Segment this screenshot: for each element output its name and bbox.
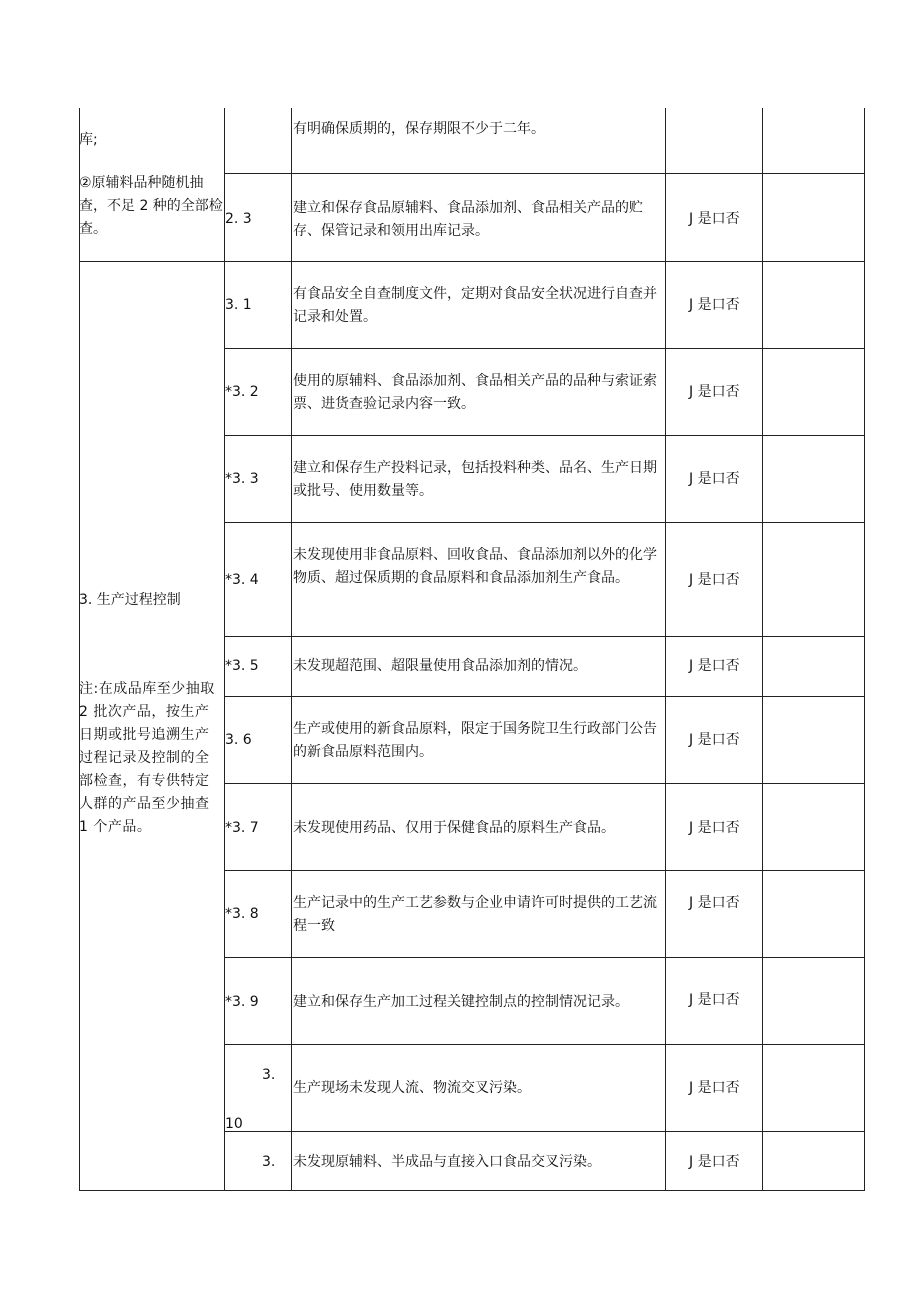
rule-row xyxy=(224,870,865,871)
rule-section-top xyxy=(79,261,865,262)
row-content: 未发现使用非食品原料、回收食品、食品添加剂以外的化学物质、超过保质期的食品原料和食品添加剂生产食品。 xyxy=(293,547,657,586)
row-result: J 是口否 xyxy=(689,732,740,748)
row-content: 有明确保质期的，保存期限不少于二年。 xyxy=(293,121,545,137)
row-code: *3. 8 xyxy=(225,906,259,922)
row-code: 3. xyxy=(262,1154,276,1170)
row-result: J 是口否 xyxy=(689,384,740,400)
row-content: 有食品安全自查制度文件，定期对食品安全状况进行自查并记录和处置。 xyxy=(293,286,657,325)
row-result: J 是口否 xyxy=(689,471,740,487)
rule-row-top-2-3 xyxy=(224,173,865,174)
row-result: J 是口否 xyxy=(689,572,740,588)
section-title: 3. 生产过程控制 xyxy=(79,592,181,608)
rule-row xyxy=(224,783,865,784)
rule-row xyxy=(224,1131,865,1132)
rule-col-1 xyxy=(224,108,225,1191)
rule-col-3 xyxy=(665,108,666,1191)
section-note: 注:在成品库至少抽取 2 批次产品，按生产日期或批号追溯生产过程记录及控制的全部检查，有专供特定人群的产品至少抽查 1 个产品。 xyxy=(79,681,215,835)
row-result: J 是口否 xyxy=(689,658,740,674)
row-content: 建立和保存生产投料记录，包括投料种类、品名、生产日期或批号、使用数量等。 xyxy=(293,460,657,499)
row-content: 建立和保存生产加工过程关键控制点的控制情况记录。 xyxy=(293,994,629,1010)
row-result: J 是口否 xyxy=(689,820,740,836)
row-code-part-b: 10 xyxy=(225,1116,243,1132)
rule-bottom xyxy=(79,1190,865,1191)
row-content: 未发现使用药品、仅用于保健食品的原料生产食品。 xyxy=(293,820,615,836)
row-content: 建立和保存食品原辅料、食品添加剂、食品相关产品的贮存、保管记录和领用出库记录。 xyxy=(293,200,643,239)
rule-col-4 xyxy=(762,108,763,1191)
row-content: 未发现原辅料、半成品与直接入口食品交叉污染。 xyxy=(293,1154,601,1170)
row-code: *3. 3 xyxy=(225,471,259,487)
rule-col-2 xyxy=(291,108,292,1191)
rule-row xyxy=(224,435,865,436)
left-cont-line: 库; xyxy=(79,132,98,148)
row-content: 生产记录中的生产工艺参数与企业申请许可时提供的工艺流程一致 xyxy=(293,895,657,934)
row-content: 生产或使用的新食品原料，限定于国务院卫生行政部门公告的新食品原料范围内。 xyxy=(293,721,657,760)
left-sampling-note: ②原辅料品种随机抽查，不足 2 种的全部检查。 xyxy=(79,175,223,237)
rule-row xyxy=(224,348,865,349)
rule-col-right xyxy=(864,108,865,1191)
rule-row xyxy=(224,696,865,697)
row-content: 生产现场未发现人流、物流交叉污染。 xyxy=(293,1080,531,1096)
row-result: J 是口否 xyxy=(689,211,740,227)
rule-row xyxy=(224,957,865,958)
inspection-table xyxy=(79,108,865,1191)
row-result: J 是口否 xyxy=(689,1154,740,1170)
row-content: 未发现超范围、超限量使用食品添加剂的情况。 xyxy=(293,658,587,674)
row-code: 2. 3 xyxy=(225,211,252,227)
row-code: *3. 7 xyxy=(225,820,259,836)
row-result: J 是口否 xyxy=(689,895,740,911)
row-content: 使用的原辅料、食品添加剂、食品相关产品的品种与索证索票、进货查验记录内容一致。 xyxy=(293,373,657,412)
rule-row xyxy=(224,636,865,637)
row-result: J 是口否 xyxy=(689,1080,740,1096)
row-code: 3. 1 xyxy=(225,297,252,313)
rule-row xyxy=(224,522,865,523)
row-code-part-a: 3. xyxy=(262,1067,276,1083)
row-result: J 是口否 xyxy=(689,297,740,313)
rule-col-left xyxy=(79,108,80,1191)
row-code: *3. 9 xyxy=(225,994,259,1010)
row-code: 3. 6 xyxy=(225,732,252,748)
rule-row xyxy=(224,1044,865,1045)
row-result: J 是口否 xyxy=(689,992,740,1008)
row-code: *3. 2 xyxy=(225,384,259,400)
row-code: *3. 5 xyxy=(225,658,259,674)
row-code: *3. 4 xyxy=(225,572,259,588)
